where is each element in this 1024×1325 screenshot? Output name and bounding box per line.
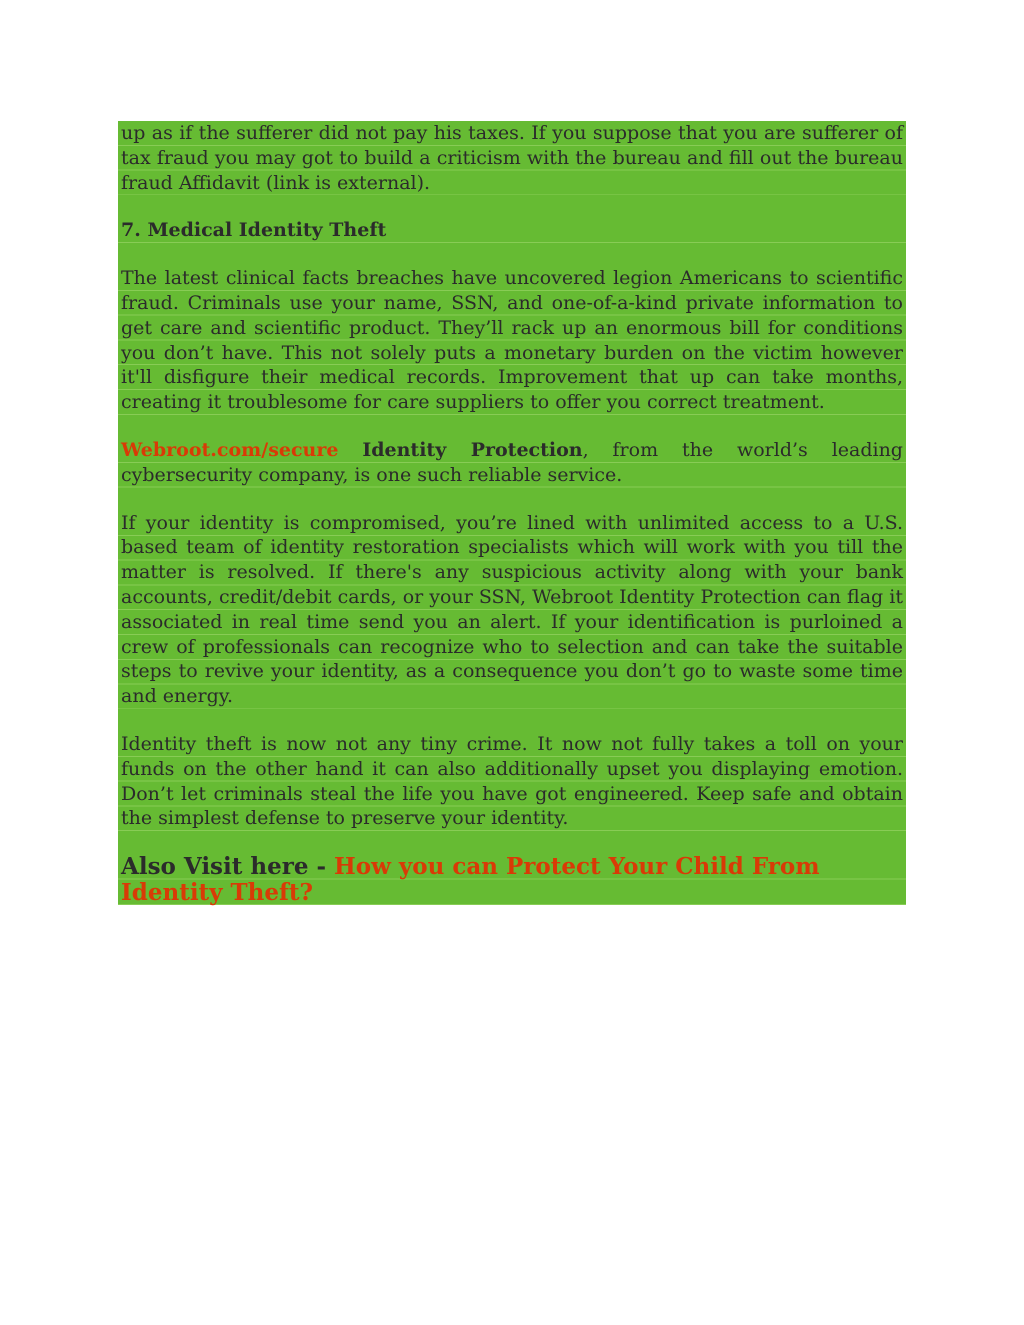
paragraph-gap xyxy=(118,243,906,266)
webroot-secure-link[interactable]: Webroot.com/secure xyxy=(121,438,339,461)
paragraph-tax-fraud: up as if the sufferer did not pay his taxes. If you suppose that you are sufferer of tax fraud you may got to build a criticism with the bureau and fill out the bureau fraud Affidavit (link is external). xyxy=(118,121,906,195)
paragraph-gap xyxy=(118,488,906,511)
protect-child-link[interactable]: How you can Protect Your Child From Identity Theft? xyxy=(121,853,820,906)
section-heading-medical-identity-theft: 7. Medical Identity Theft xyxy=(118,218,906,243)
paragraph-gap xyxy=(118,831,906,854)
paragraph-gap xyxy=(118,709,906,732)
also-visit-label: Also Visit here - xyxy=(121,853,335,881)
also-visit-line xyxy=(118,854,906,905)
document-page xyxy=(118,121,906,905)
paragraph-webroot-service xyxy=(118,438,906,488)
paragraph-gap xyxy=(118,415,906,438)
webroot-service-text: , from the world’s leading cybersecurity company, is one such reliable service. xyxy=(121,438,903,486)
paragraph-identity-compromised: If your identity is compromised, you’re lined with unlimited access to a U.S. based team of identity restoration specialists which will work with you till the matter is resolved. If there's any suspicious activity along with your bank accounts, credit/debit cards, or your SSN, Webroot Identity Protection can flag it associated in real time send you an alert. If your identification is purloined a crew of professionals can recognize who to selection and can take the suitable steps to revive your identity, as a consequence you don’t go to waste some time and energy. xyxy=(118,511,906,709)
paragraph-gap xyxy=(118,195,906,218)
paragraph-medical-fraud: The latest clinical facts breaches have uncovered legion Americans to scientific fraud. Criminals use your name, SSN, and one-of-a-kind private information to get care and scientific product. They’ll rack up an enormous bill for conditions you don’t have. This not solely puts a monetary burden on the victim however it'll disfigure their medical records. Improvement that up can take months, creating it troublesome for care suppliers to offer you correct treatment. xyxy=(118,266,906,415)
paragraph-identity-theft-crime: Identity theft is now not any tiny crime. It now not fully takes a toll on your funds on the other hand it can also additionally upset you displaying emotion. Don’t let criminals steal the life you have got engineered. Keep safe and obtain the simplest defense to preserve your identity. xyxy=(118,732,906,831)
identity-protection-label: Identity Protection xyxy=(362,438,583,461)
